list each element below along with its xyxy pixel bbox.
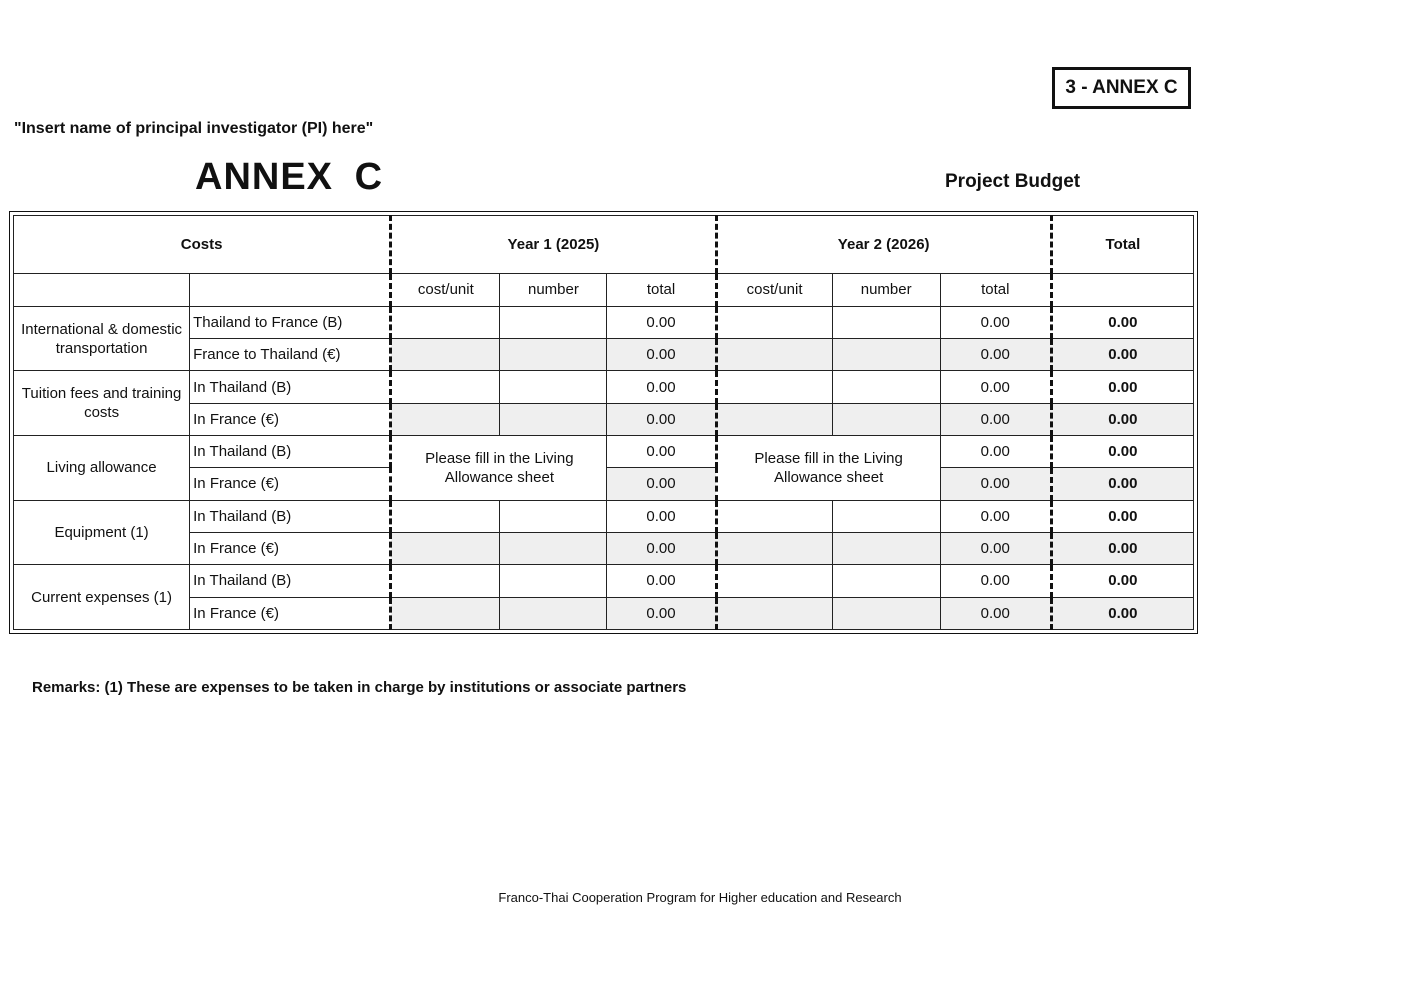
annex-label-box: [1052, 67, 1191, 109]
header-year2: Year 2 (2026): [716, 216, 1051, 274]
row-grand-total: 0.00: [1051, 339, 1193, 371]
table-row: [14, 565, 1194, 597]
y2-cost-unit-cell[interactable]: [716, 403, 832, 435]
pi-name-placeholder[interactable]: "Insert name of principal investigator (PI) here": [14, 120, 374, 137]
y1-total-cell: 0.00: [607, 500, 716, 532]
y1-total-cell: 0.00: [607, 565, 716, 597]
y1-number-cell[interactable]: [500, 597, 607, 629]
table-row: [14, 403, 1194, 435]
page-subtitle: Project Budget: [945, 171, 1081, 192]
y2-cost-unit-cell[interactable]: [716, 339, 832, 371]
row-grand-total: 0.00: [1051, 468, 1193, 500]
y1-cost-unit-cell[interactable]: [391, 500, 500, 532]
item-label: In France (€): [190, 403, 391, 435]
y2-number-cell[interactable]: [832, 597, 940, 629]
y1-number-cell[interactable]: [500, 306, 607, 338]
y2-number-cell[interactable]: [832, 565, 940, 597]
y1-cost-unit-cell[interactable]: [391, 403, 500, 435]
y2-total-cell: 0.00: [940, 500, 1051, 532]
row-grand-total: 0.00: [1051, 403, 1193, 435]
y1-total-cell: 0.00: [607, 371, 716, 403]
subheader-blank: [14, 273, 190, 306]
y1-number-cell[interactable]: [500, 371, 607, 403]
subheader-y1-cost-unit: cost/unit: [391, 273, 500, 306]
y1-cost-unit-cell[interactable]: [391, 371, 500, 403]
y2-total-cell: 0.00: [940, 306, 1051, 338]
table-row: [14, 371, 1194, 403]
y1-cost-unit-cell[interactable]: [391, 565, 500, 597]
row-grand-total: 0.00: [1051, 371, 1193, 403]
y2-total-cell: 0.00: [940, 565, 1051, 597]
y1-total-cell: 0.00: [607, 532, 716, 564]
y1-cost-unit-cell[interactable]: [391, 339, 500, 371]
subheader-y2-cost-unit: cost/unit: [716, 273, 832, 306]
remarks-note: Remarks: (1) These are expenses to be taken in charge by institutions or associate partners: [32, 679, 687, 696]
subheader-y2-number: number: [832, 273, 940, 306]
row-grand-total: 0.00: [1051, 597, 1193, 629]
y2-cost-unit-cell[interactable]: [716, 532, 832, 564]
y2-total-cell: 0.00: [940, 339, 1051, 371]
y1-cost-unit-cell[interactable]: [391, 597, 500, 629]
budget-table-frame: [9, 211, 1198, 634]
y2-cost-unit-cell[interactable]: [716, 597, 832, 629]
y1-number-cell[interactable]: [500, 565, 607, 597]
table-subheader-row: [14, 273, 1194, 306]
living-allowance-note-y1: Please fill in the Living Allowance sheet: [391, 436, 607, 501]
y1-cost-unit-cell[interactable]: [391, 306, 500, 338]
y1-number-cell[interactable]: [500, 500, 607, 532]
y2-total-cell: 0.00: [940, 371, 1051, 403]
y2-cost-unit-cell[interactable]: [716, 371, 832, 403]
y2-number-cell[interactable]: [832, 500, 940, 532]
table-row: [14, 436, 1194, 468]
category-label: Current expenses (1): [14, 565, 190, 630]
subheader-y1-number: number: [500, 273, 607, 306]
y1-total-cell: 0.00: [607, 306, 716, 338]
y2-cost-unit-cell[interactable]: [716, 306, 832, 338]
subheader-blank: [190, 273, 391, 306]
y1-total-cell: 0.00: [607, 468, 716, 500]
row-grand-total: 0.00: [1051, 500, 1193, 532]
y2-cost-unit-cell[interactable]: [716, 500, 832, 532]
y2-number-cell[interactable]: [832, 403, 940, 435]
budget-table: [13, 215, 1194, 630]
y1-total-cell: 0.00: [607, 436, 716, 468]
category-label: International & domestic transportation: [14, 306, 190, 371]
y1-cost-unit-cell[interactable]: [391, 532, 500, 564]
table-row: [14, 339, 1194, 371]
y1-number-cell[interactable]: [500, 532, 607, 564]
category-label: Equipment (1): [14, 500, 190, 565]
page-title: ANNEX C: [195, 156, 384, 198]
category-label: Living allowance: [14, 436, 190, 501]
item-label: In France (€): [190, 532, 391, 564]
annex-label: 3 - ANNEX C: [1065, 77, 1178, 98]
header-costs: Costs: [14, 216, 391, 274]
y2-cost-unit-cell[interactable]: [716, 565, 832, 597]
y2-number-cell[interactable]: [832, 339, 940, 371]
y2-total-cell: 0.00: [940, 468, 1051, 500]
item-label: Thailand to France (B): [190, 306, 391, 338]
y2-number-cell[interactable]: [832, 371, 940, 403]
y2-number-cell[interactable]: [832, 306, 940, 338]
header-total: Total: [1051, 216, 1193, 274]
table-row: [14, 306, 1194, 338]
row-grand-total: 0.00: [1051, 565, 1193, 597]
table-header-row: [14, 216, 1194, 274]
table-row: [14, 500, 1194, 532]
y2-total-cell: 0.00: [940, 403, 1051, 435]
item-label: In Thailand (B): [190, 500, 391, 532]
subheader-y1-total: total: [607, 273, 716, 306]
subheader-y2-total: total: [940, 273, 1051, 306]
y1-total-cell: 0.00: [607, 403, 716, 435]
table-row: [14, 532, 1194, 564]
y1-number-cell[interactable]: [500, 403, 607, 435]
item-label: In Thailand (B): [190, 436, 391, 468]
y1-total-cell: 0.00: [607, 597, 716, 629]
row-grand-total: 0.00: [1051, 306, 1193, 338]
item-label: In Thailand (B): [190, 565, 391, 597]
table-row: [14, 597, 1194, 629]
item-label: In Thailand (B): [190, 371, 391, 403]
row-grand-total: 0.00: [1051, 532, 1193, 564]
y2-total-cell: 0.00: [940, 597, 1051, 629]
header-year1: Year 1 (2025): [391, 216, 716, 274]
item-label: In France (€): [190, 468, 391, 500]
y2-number-cell[interactable]: [832, 532, 940, 564]
y1-total-cell: 0.00: [607, 339, 716, 371]
page-footer: Franco-Thai Cooperation Program for Higher education and Research: [498, 890, 902, 905]
living-allowance-note-y2: Please fill in the Living Allowance sheet: [716, 436, 940, 501]
subheader-blank: [1051, 273, 1193, 306]
y2-total-cell: 0.00: [940, 436, 1051, 468]
y2-total-cell: 0.00: [940, 532, 1051, 564]
category-label: Tuition fees and training costs: [14, 371, 190, 436]
item-label: In France (€): [190, 597, 391, 629]
y1-number-cell[interactable]: [500, 339, 607, 371]
row-grand-total: 0.00: [1051, 436, 1193, 468]
item-label: France to Thailand (€): [190, 339, 391, 371]
